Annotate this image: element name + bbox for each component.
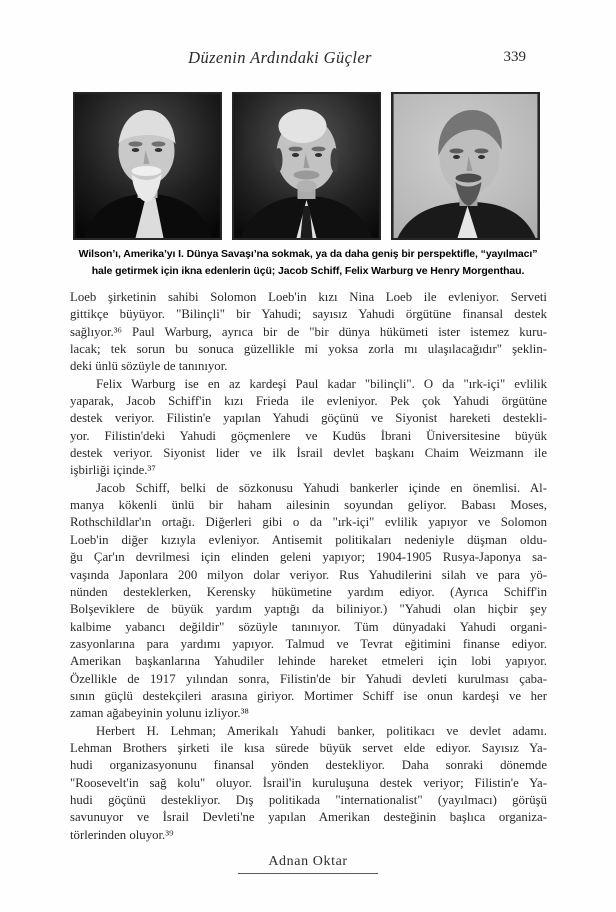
body-line: nünden desteklerken, Kerensky hükümetine yardım ediyor. (Ayrıca Schiff'in [70, 584, 547, 599]
body-line: Amerikan başkanlarına Yahudiler lehinde hareket etmeleri için lobi yapıyor. [70, 654, 547, 669]
body-line: yaparak, Jacob Schiff'in kızı Frieda ile evleniyor. Pek çok Yahudi örgütüne [70, 394, 547, 409]
portrait-felix-warburg-image [234, 94, 379, 238]
running-head-title: Düzenin Ardındaki Güçler [188, 48, 372, 67]
body-line: destek veriyor. Siyonist lider ve ilk İsrail devlet başkanı Chaim Weizmann ile [70, 446, 547, 461]
body-line: kalbime yabancı değildir" sözüyle tanınıyor. Tüm dünyadaki Yahudi organi- [70, 619, 547, 634]
body-line: vaşında Japonlara 200 milyon dolar veriyor. Rus Yahudilerini silah ve para yö- [70, 567, 547, 582]
body-line: Özellikle de 1917 yılından sonra, Filistin'de bir Yahudi devleti kurulması çaba- [70, 671, 547, 686]
body-line: lacak; tek sorun bu sonuca güzellikle mi yoksa zorla mı ulaşılacağıdır" şeklin- [70, 342, 547, 357]
body-line: sağlıyor.³⁶ Paul Warburg, ayrıca bir de "bir dünya hükümeti ister istemez kuru- [70, 324, 547, 339]
body-line: Herbert H. Lehman; Amerikalı Yahudi banker, politikacı ve devlet adamı. [96, 723, 547, 738]
body-line: sının güçlü destekçileri arasına giriyor. Mortimer Schiff ise onun kardeşi ve her [70, 688, 547, 703]
body-line: manya kökenli ünlü bir haham ailesinin soyundan geliyor. Babası Moses, [70, 498, 547, 513]
body-line: Bolşeviklere de büyük yardım yaptığı da biliniyor.) "Yahudi olan hiçbir şey [70, 602, 547, 617]
body-line: "Roosevelt'in sağ kolu" oluyor. İsrail'in kuruluşuna destek veriyor; Filistin'e Ya- [70, 775, 547, 790]
portrait-henry-morgenthau-image [393, 94, 538, 238]
photo-caption [0, 246, 616, 280]
body-line: zasyonlarına para yardımı yapıyor. Talmud ve Tevrat eğitimini finanse ediyor. [70, 636, 547, 651]
body-line: Jacob Schiff, belki de sözkonusu Yahudi bankerler içinde en önemlisi. Al- [96, 480, 547, 495]
portrait-jacob-schiff [73, 92, 222, 240]
body-line: törlerinden oluyor.³⁹ [70, 827, 174, 842]
body-line: ğu Çar'ın devrilmesi için elinden geleni yapıyor; 1904-1905 Rusya-Japonya sa- [70, 550, 547, 565]
author-signature: Adnan Oktar [238, 854, 377, 874]
body-line: hudi göçünü destekliyor. Dış politikada "internationalist" (yayılmacı) görüşü [70, 792, 547, 807]
body-line: Loeb şirketinin sahibi Solomon Loeb'in kızı Nina Loeb ile evleniyor. Serveti [70, 290, 547, 304]
page-number: 339 [503, 49, 526, 65]
page-footer [0, 852, 616, 874]
body-line: deki ünlü sözüyle de tanınıyor. [70, 359, 228, 374]
portrait-jacob-schiff-image [75, 94, 220, 238]
portrait-felix-warburg [232, 92, 381, 240]
portrait-henry-morgenthau [391, 92, 540, 240]
photo-row [73, 92, 540, 240]
body-line: işbirliği içinde.³⁷ [70, 463, 156, 478]
caption-line-2: hale getirmek için ikna edenlerin üçü; Jacob Schiff, Felix Warburg ve Henry Morgenthau. [91, 265, 525, 277]
body-text [70, 289, 547, 844]
body-line: Loeb'in diğer kızıyla evleniyor. Antisemit politikaları nedeniyle düşman oldu- [70, 532, 547, 547]
body-line: hudi organizasyonunu finansal yönden destekliyor. Daha sonraki dönemde [70, 758, 547, 773]
body-line: Lehman Brothers şirketi ile kısa sürede büyük servet elde ediyor. Sayısız Ya- [70, 740, 547, 755]
body-line: Felix Warburg ise en az kardeşi Paul kadar "bilinçli". O da "ırk-içi" evlilik [96, 376, 547, 391]
body-line: savunuyor ve İsrail Devleti'ne yapılan Amerikan desteğinin başlıca organiza- [70, 810, 547, 825]
caption-line-1: Wilson’ı, Amerika’yı I. Dünya Savaşı’na sokmak, ya da daha geniş bir perspektifle, “yayılmacı” [78, 248, 538, 260]
body-line: destek veriyor. Filistin'e yapılan Yahudi göçünü ve Siyonist hareketi destekli- [70, 411, 547, 426]
body-line: yor. Filistin'deki Yahudi göçmenlere ve Kudüs İbrani Üniversitesine büyük [70, 428, 547, 443]
body-line: Rothschildlar'ın ortağı. Diğerleri gibi o da "ırk-içi" evlilik yapıyor ve Solomon [70, 515, 547, 530]
body-line: gittikçe büyüyor. "Bilinçli" bir Yahudi; sayısız Yahudi örgütüne finansal destek [70, 307, 547, 322]
body-line: zaman ağabeyinin yolunu izliyor.³⁸ [70, 706, 249, 721]
